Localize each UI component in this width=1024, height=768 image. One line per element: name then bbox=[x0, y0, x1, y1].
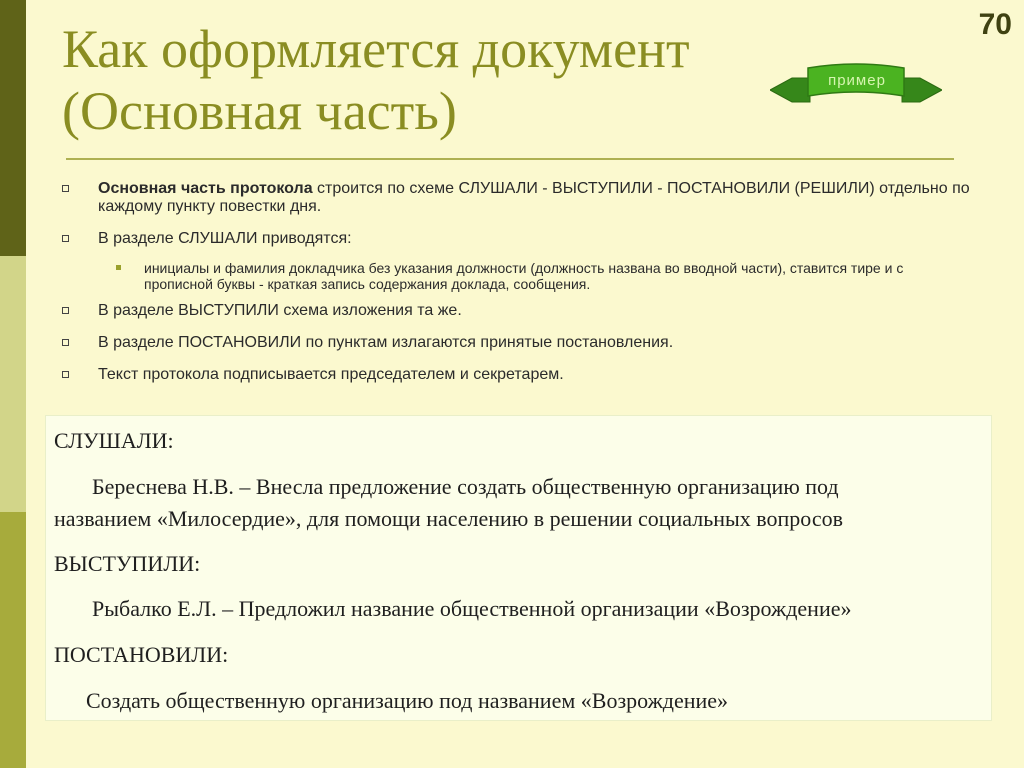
bullet-text: Текст протокола подписывается председателем и секретарем. bbox=[98, 366, 564, 383]
decorative-stripe bbox=[0, 512, 26, 768]
title-line-2: (Основная часть) bbox=[62, 81, 457, 141]
resolved-label: ПОСТАНОВИЛИ: bbox=[54, 642, 229, 667]
bullet-list bbox=[56, 180, 976, 398]
sub-bullet-text: инициалы и фамилия докладчика без указания должности (должность названа во вводной части), ставится тире и с прописной буквы - краткая запись содержания доклада, сообщения. bbox=[144, 260, 904, 292]
square-bullet-icon bbox=[62, 307, 69, 314]
square-bullet-icon bbox=[62, 371, 69, 378]
bullet-text: В разделе ПОСТАНОВИЛИ по пунктам излагаются принятые постановления. bbox=[98, 334, 674, 351]
decorative-stripe bbox=[0, 256, 26, 512]
heard-text-line-1: Береснева Н.В. – Внесла предложение создать общественную организацию под bbox=[92, 474, 839, 499]
small-square-bullet-icon bbox=[116, 265, 121, 270]
square-bullet-icon bbox=[62, 235, 69, 242]
bullet-bold-text: Основная часть протокола bbox=[98, 180, 313, 197]
square-bullet-icon bbox=[62, 185, 69, 192]
title-line-1: Как оформляется документ bbox=[62, 19, 690, 79]
resolved-text: Создать общественную организацию под названием «Возрождение» bbox=[86, 688, 729, 713]
list-item bbox=[56, 302, 976, 320]
bullet-text: строится по схеме СЛУШАЛИ - ВЫСТУПИЛИ - ПОСТАНОВИЛИ (РЕШИЛИ) отдельно по каждому пункту повестки дня. bbox=[98, 180, 970, 215]
list-item bbox=[56, 180, 976, 216]
title-divider bbox=[66, 158, 954, 160]
list-item bbox=[56, 366, 976, 384]
list-item bbox=[56, 230, 976, 248]
example-button-label: пример bbox=[828, 72, 886, 89]
bullet-text: В разделе ВЫСТУПИЛИ схема изложения та же. bbox=[98, 302, 462, 319]
list-item bbox=[56, 334, 976, 352]
page-number: 70 bbox=[978, 8, 1012, 41]
square-bullet-icon bbox=[62, 339, 69, 346]
example-panel bbox=[45, 415, 992, 721]
sub-list-item bbox=[56, 260, 976, 292]
example-ribbon-button[interactable] bbox=[770, 60, 942, 106]
heard-label: СЛУШАЛИ: bbox=[54, 428, 174, 453]
page-title bbox=[62, 18, 802, 142]
decorative-stripe bbox=[0, 0, 26, 256]
spoke-label: ВЫСТУПИЛИ: bbox=[54, 551, 201, 576]
heard-text-line-2: названием «Милосердие», для помощи населению в решении социальных вопросов bbox=[54, 506, 843, 531]
bullet-text: В разделе СЛУШАЛИ приводятся: bbox=[98, 230, 352, 247]
spoke-text: Рыбалко Е.Л. – Предложил название общественной организации «Возрождение» bbox=[92, 596, 852, 621]
